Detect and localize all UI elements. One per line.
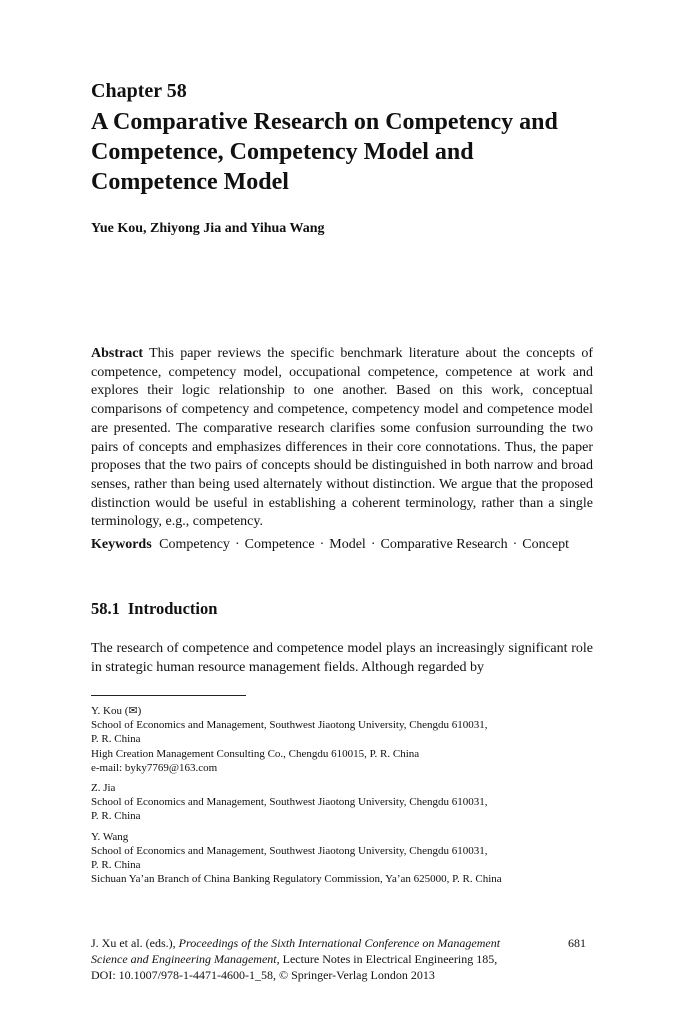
keyword-0: Competency (159, 537, 230, 552)
publication-doi: DOI: 10.1007/978-1-4471-4600-1_58, © Springer-Verlag London 2013 (91, 968, 435, 982)
footnote-line: Y. Kou (✉) (91, 705, 142, 717)
keywords-label: Keywords (91, 537, 152, 552)
authors: Yue Kou, Zhiyong Jia and Yihua Wang (91, 221, 325, 236)
keyword-separator: · (512, 537, 518, 552)
abstract-label: Abstract (91, 346, 144, 361)
footnote-line: P. R. China (91, 810, 141, 823)
footnote-line: School of Economics and Management, Southwest Jiaotong University, Chengdu 610031, (91, 719, 488, 732)
page-number: 681 (568, 936, 586, 950)
footnote-email: e-mail: byky7769@163.com (91, 761, 218, 774)
keyword-separator: · (319, 537, 325, 552)
keyword-3: Comparative Research (380, 537, 508, 552)
keywords (91, 536, 593, 554)
chapter-title: A Comparative Research on Competency and Competence, Competency Model and Competence Model (91, 109, 558, 195)
footnote-author-kou (91, 704, 601, 775)
footnote-line: Z. Jia (91, 782, 116, 795)
abstract-text: This paper reviews the specific benchmark literature about the concepts of competence, competency model, occupational competence, competence at work and explores their logic relationship to one another. Based on this work, conceptual comparisons of competency and competence, competency model and competence model are presented. The comparative research clarifies some confusion surrounding the two pairs of concepts and emphasizes differences in their core connotations. Thus, the paper proposes that the two pairs of concepts should be distinguished in both narrow and broad senses, rather than being used alternately without distinction. We argue that the proposed distinction would be useful in establishing a coherent terminology, rather than a single terminology, e.g., competency. (91, 346, 593, 530)
publication-line-1: J. Xu et al. (eds.), Proceedings of the Sixth International Conference on Management (91, 936, 501, 950)
footnote-line: School of Economics and Management, Southwest Jiaotong University, Chengdu 610031, (91, 844, 488, 857)
footnote-line: School of Economics and Management, Southwest Jiaotong University, Chengdu 610031, (91, 796, 488, 809)
keyword-1: Competence (244, 537, 315, 552)
keyword-separator: · (234, 537, 240, 552)
footnote-rule (91, 695, 246, 696)
footnote-line: High Creation Management Consulting Co., Chengdu 610015, P. R. China (91, 747, 420, 760)
section-title: Introduction (127, 599, 218, 618)
publication-info (91, 935, 593, 983)
keyword-2: Model (329, 537, 366, 552)
footnote-author-wang (91, 830, 601, 887)
footnote-author-jia (91, 781, 601, 824)
footnote-line: Y. Wang (91, 830, 129, 843)
introduction-text: The research of competence and competence model plays an increasingly significant role in strategic human resource management fields. Although regarded by (91, 641, 593, 675)
keyword-separator: · (370, 537, 376, 552)
abstract (91, 345, 593, 532)
footnote-line: Sichuan Ya’an Branch of China Banking Regulatory Commission, Ya’an 625000, P. R. China (91, 873, 502, 886)
publication-line-2: Science and Engineering Management, Lecture Notes in Electrical Engineering 185, (91, 952, 498, 966)
section-number: 58.1 (91, 599, 120, 618)
footnote-line: P. R. China (91, 859, 141, 872)
footnote-line: P. R. China (91, 733, 141, 746)
footnotes (91, 704, 601, 892)
chapter-label: Chapter 58 (91, 80, 187, 102)
section-heading (91, 599, 217, 619)
keyword-4: Concept (522, 537, 569, 552)
